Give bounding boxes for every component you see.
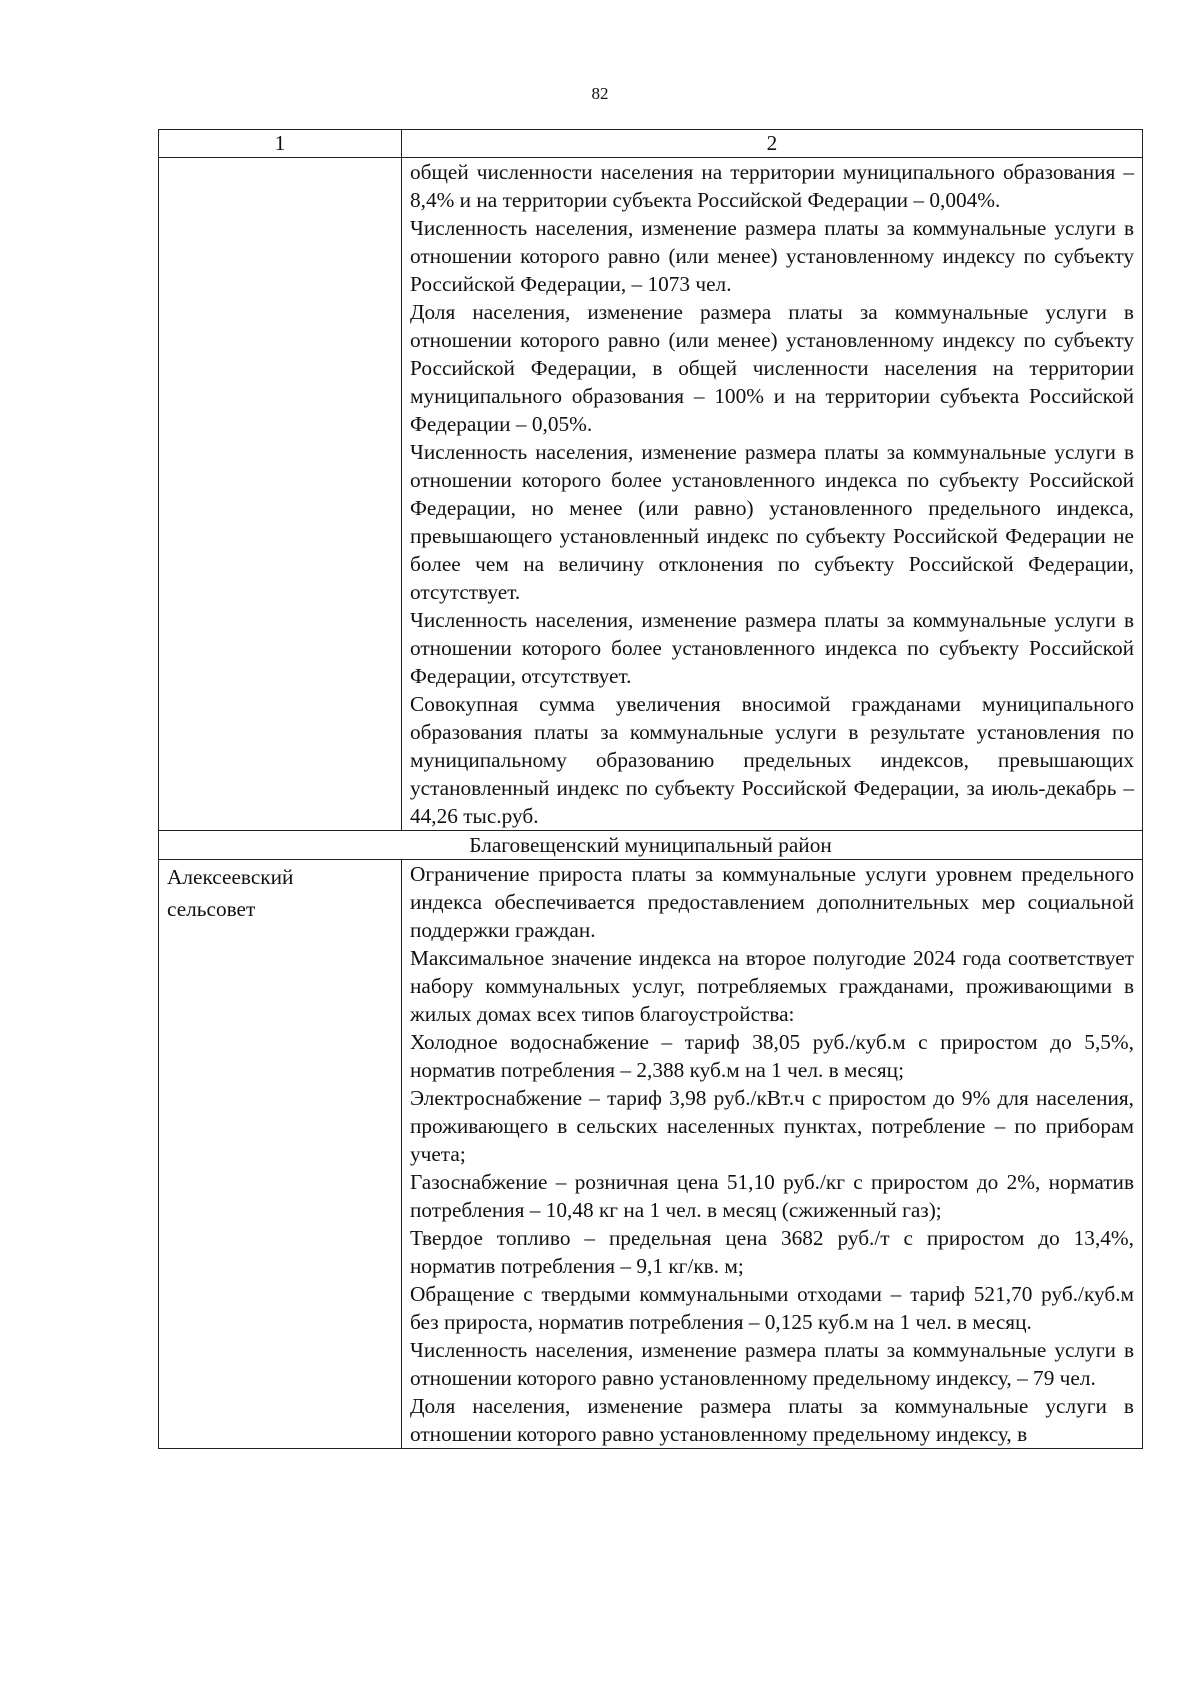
entry-name-cell: [159, 860, 402, 1449]
paragraph: Доля населения, изменение размера платы за коммунальные услуги в отношении которого равно (или менее) установленному индексу по субъекту Российской Федерации, в общей численности населения на территории муниципального образования – 100% и на территории субъекта Российской Федерации – 0,05%.: [410, 300, 1134, 436]
paragraph: Ограничение прироста платы за коммунальные услуги уровнем предельного индекса обеспечивается предоставлением дополнительных мер социальной поддержки граждан.: [410, 862, 1134, 942]
entry-name-line: Алексеевский: [167, 865, 294, 889]
table-row-entry: [159, 860, 1143, 1449]
continuation-name-cell: [159, 158, 402, 831]
paragraph: Обращение с твердыми коммунальными отходами – тариф 521,70 руб./куб.м без прироста, норматив потребления – 0,125 куб.м на 1 чел. в месяц.: [410, 1282, 1134, 1334]
document-table: [158, 129, 1143, 1449]
paragraph: Максимальное значение индекса на второе полугодие 2024 года соответствует набору коммунальных услуг, потребляемых гражданами, проживающими в жилых домах всех типов благоустройства:: [410, 946, 1134, 1026]
paragraph: Численность населения, изменение размера платы за коммунальные услуги в отношении которого более установленного индекса по субъекту Российской Федерации, но менее (или равно) установленного предельного индекса, превышающего установленный индекс по субъекту Российской Федерации не более чем на величину отклонения по субъекту Российской Федерации, отсутствует.: [410, 440, 1134, 604]
paragraph: Численность населения, изменение размера платы за коммунальные услуги в отношении которого равно установленному предельному индексу, – 79 чел.: [410, 1338, 1134, 1390]
paragraph: общей численности населения на территории муниципального образования – 8,4% и на территории субъекта Российской Федерации – 0,004%.: [410, 160, 1134, 212]
section-row: [159, 831, 1143, 860]
paragraph: Доля населения, изменение размера платы за коммунальные услуги в отношении которого равно установленному предельному индексу, в: [410, 1394, 1134, 1446]
paragraph: Численность населения, изменение размера платы за коммунальные услуги в отношении которого равно (или менее) установленному индексу по субъекту Российской Федерации, – 1073 чел.: [410, 216, 1134, 296]
table-header-row: [159, 130, 1143, 158]
paragraph: Электроснабжение – тариф 3,98 руб./кВт.ч с приростом до 9% для населения, проживающего в сельских населенных пунктах, потребление – по приборам учета;: [410, 1086, 1134, 1166]
paragraph: Газоснабжение – розничная цена 51,10 руб./кг с приростом до 2%, норматив потребления – 10,48 кг на 1 чел. в месяц (сжиженный газ);: [410, 1170, 1134, 1222]
section-title: Благовещенский муниципальный район: [159, 831, 1143, 860]
table-row-continuation: [159, 158, 1143, 831]
paragraph: Твердое топливо – предельная цена 3682 руб./т с приростом до 13,4%, норматив потребления – 9,1 кг/кв. м;: [410, 1226, 1134, 1278]
paragraph: Совокупная сумма увеличения вносимой гражданами муниципального образования платы за коммунальные услуги в результате установления по муниципальному образованию предельных индексов, превышающих установленный индекс по субъекту Российской Федерации, за июль-декабрь – 44,26 тыс.руб.: [410, 692, 1134, 828]
paragraph: Холодное водоснабжение – тариф 38,05 руб./куб.м с приростом до 5,5%, норматив потребления – 2,388 куб.м на 1 чел. в месяц;: [410, 1030, 1134, 1082]
column-header-1: 1: [159, 130, 402, 158]
page-number: 82: [591, 84, 609, 103]
paragraph: Численность населения, изменение размера платы за коммунальные услуги в отношении которого более установленного индекса по субъекту Российской Федерации, отсутствует.: [410, 608, 1134, 688]
entry-text-cell: [402, 860, 1143, 1449]
column-header-2: 2: [402, 130, 1143, 158]
continuation-text-cell: [402, 158, 1143, 831]
entry-name-line: сельсовет: [167, 897, 256, 921]
